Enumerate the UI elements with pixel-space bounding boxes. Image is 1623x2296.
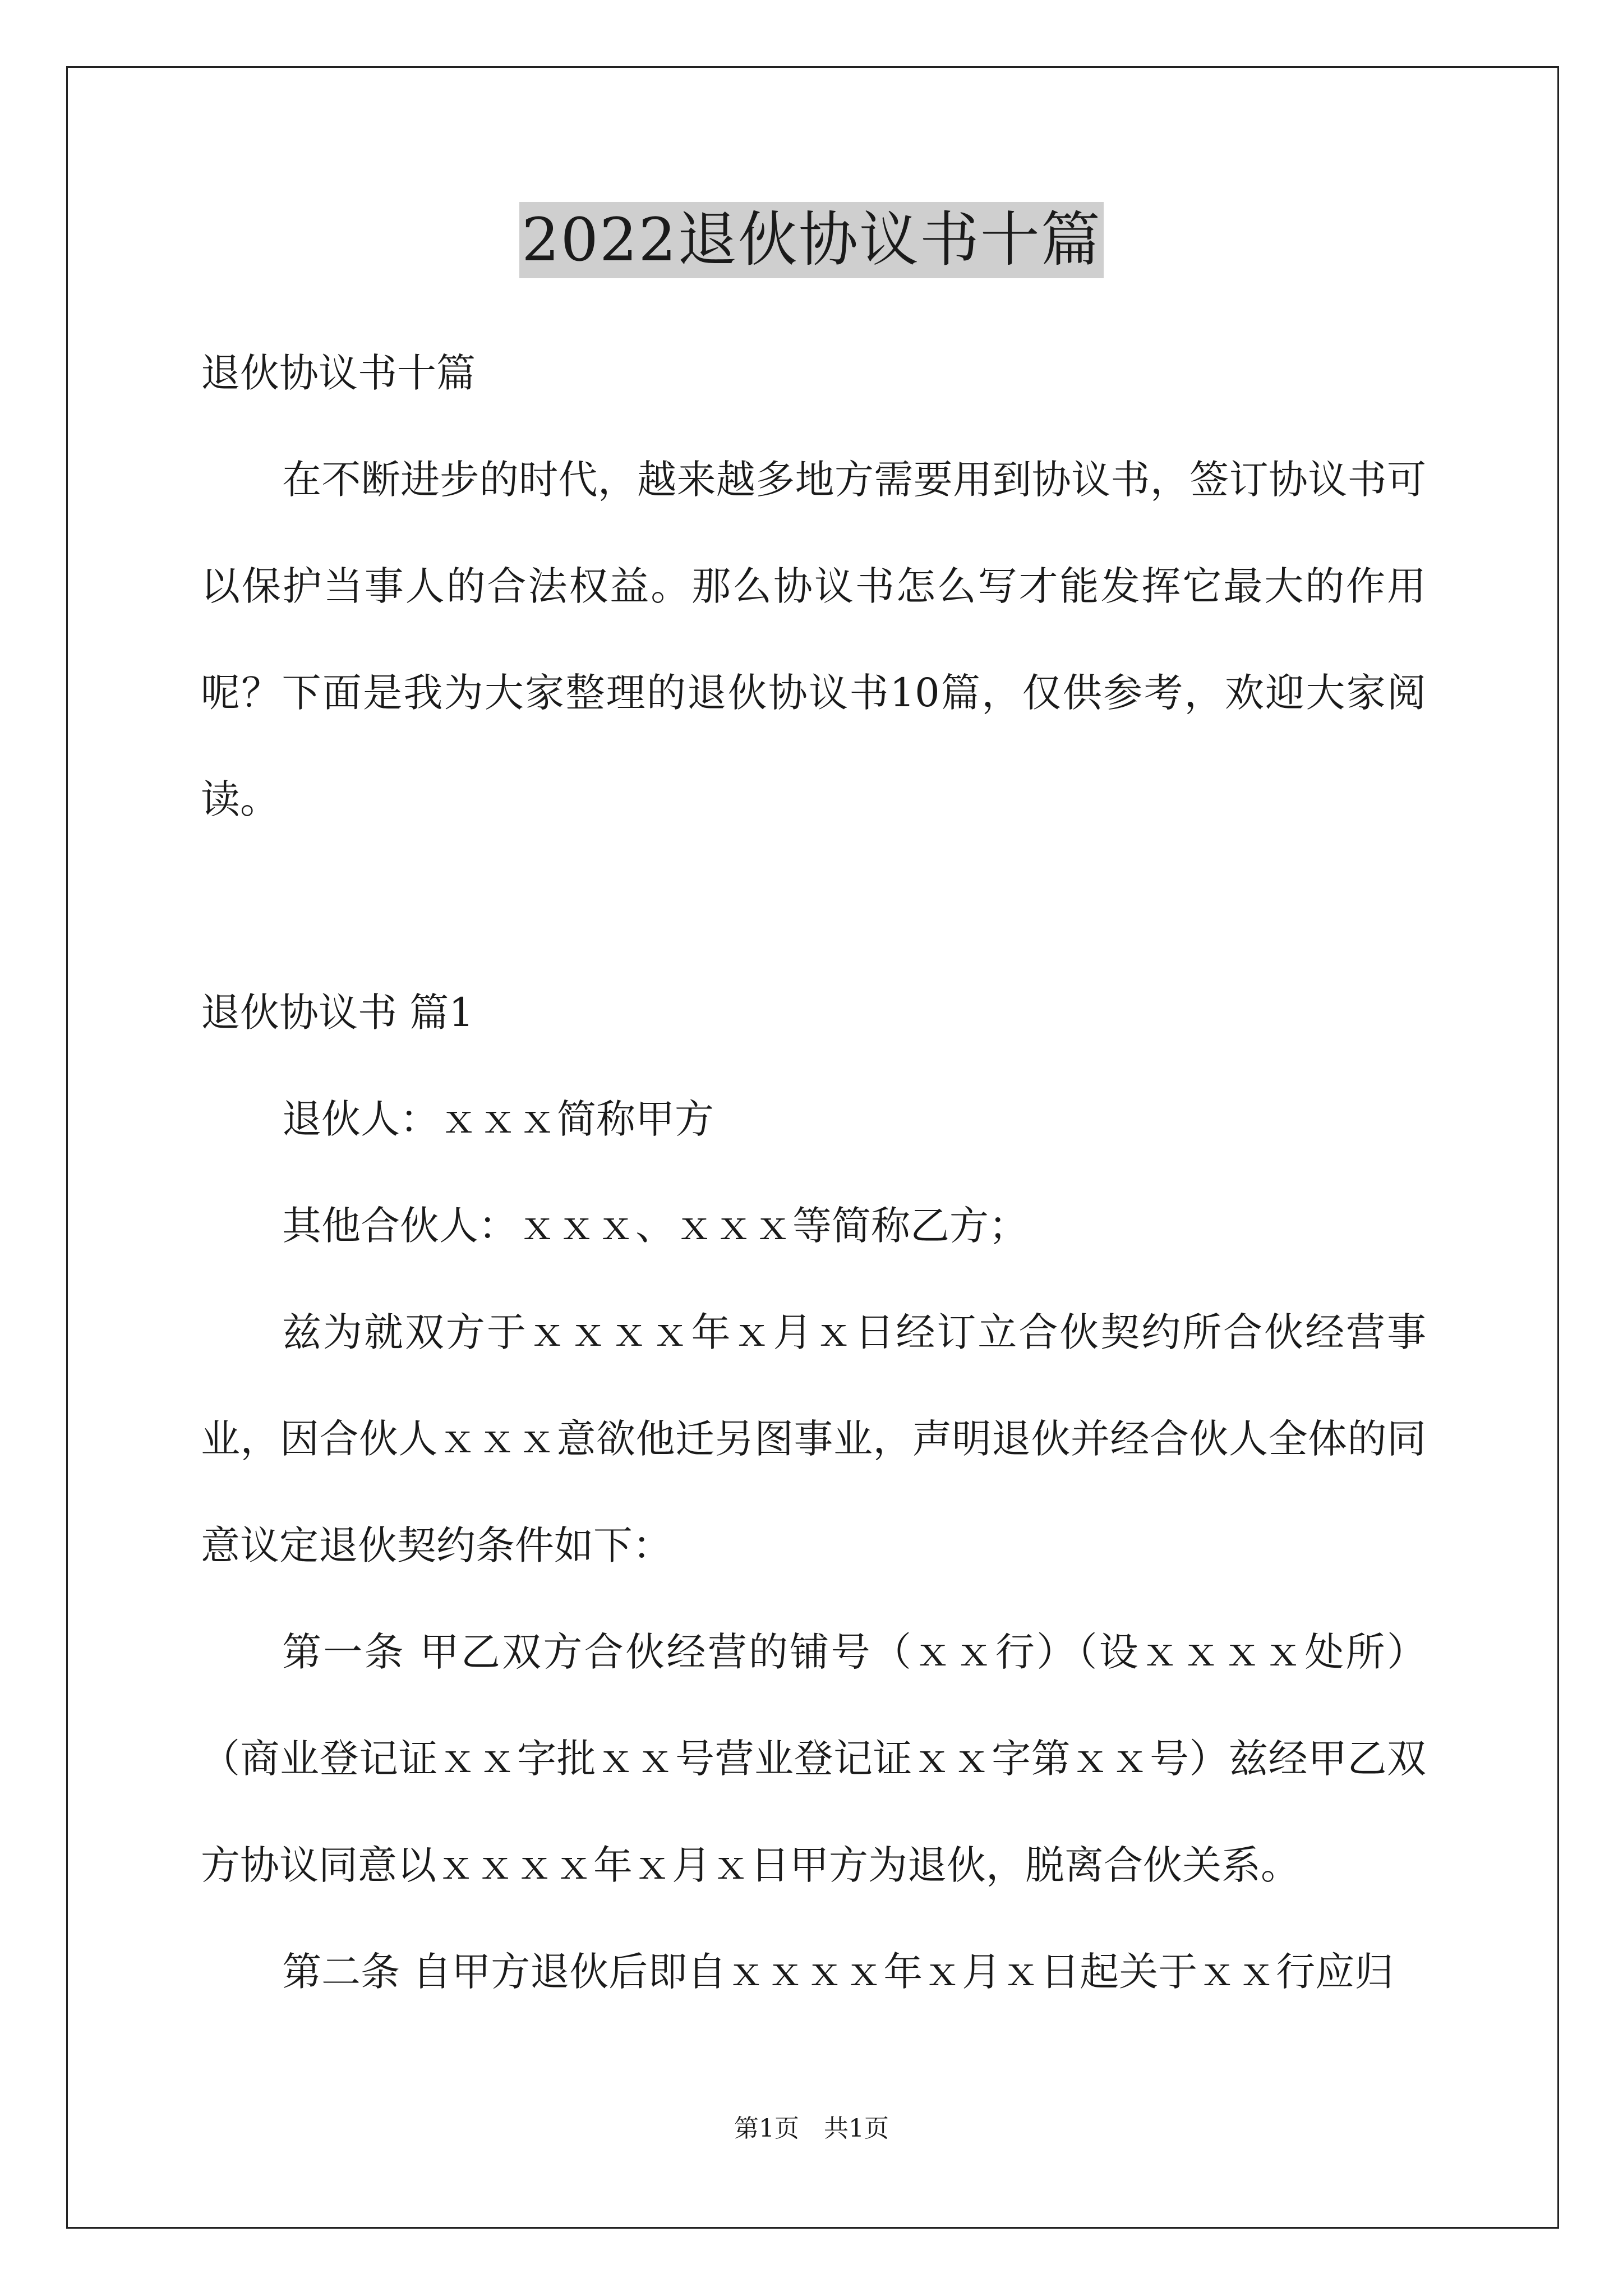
intro-paragraph: 在不断进步的时代，越来越多地方需要用到协议书，签订协议书可以保护当事人的合法权益。那么协议书怎么写才能发挥它最大的作用呢？下面是我为大家整理的退伙协议书10篇，仅供参考，欢迎大家阅读。 (201, 457, 1426, 822)
page-number: 第1页 (734, 2114, 799, 2143)
paragraph-preamble: 兹为就双方于ｘｘｘｘ年ｘ月ｘ日经订立合伙契约所合伙经营事业，因合伙人ｘｘｘ意欲他迁另图事业，声明退伙并经合伙人全体的同意议定退伙契约条件如下： (201, 1309, 1426, 1568)
document-body (201, 320, 1426, 2025)
blank-line (201, 853, 1426, 959)
page-footer (0, 2112, 1623, 2146)
paragraph-withdrawing-partner: 退伙人：ｘｘｘ简称甲方 (282, 1096, 714, 1142)
section-heading: 退伙协议书 篇1 (201, 990, 474, 1036)
page-total: 共1页 (824, 2114, 889, 2143)
paragraph-article-1: 第一条 甲乙双方合伙经营的铺号（ｘｘ行）（设ｘｘｘｘ处所）（商业登记证ｘｘ字批ｘｘ号营业登记证ｘｘ字第ｘｘ号）兹经甲乙双方协议同意以ｘｘｘｘ年ｘ月ｘ日甲方为退伙，脱离合伙关系。 (201, 1629, 1426, 1888)
subtitle: 退伙协议书十篇 (201, 350, 476, 396)
paragraph-article-2: 第二条 自甲方退伙后即自ｘｘｘｘ年ｘ月ｘ日起关于ｘｘ行应归 (282, 1949, 1394, 1995)
document-title: 2022退伙协议书十篇 (519, 202, 1104, 278)
title-container (0, 202, 1623, 278)
paragraph-other-partners: 其他合伙人：ｘｘｘ、ｘｘｘ等简称乙方； (282, 1203, 1028, 1249)
